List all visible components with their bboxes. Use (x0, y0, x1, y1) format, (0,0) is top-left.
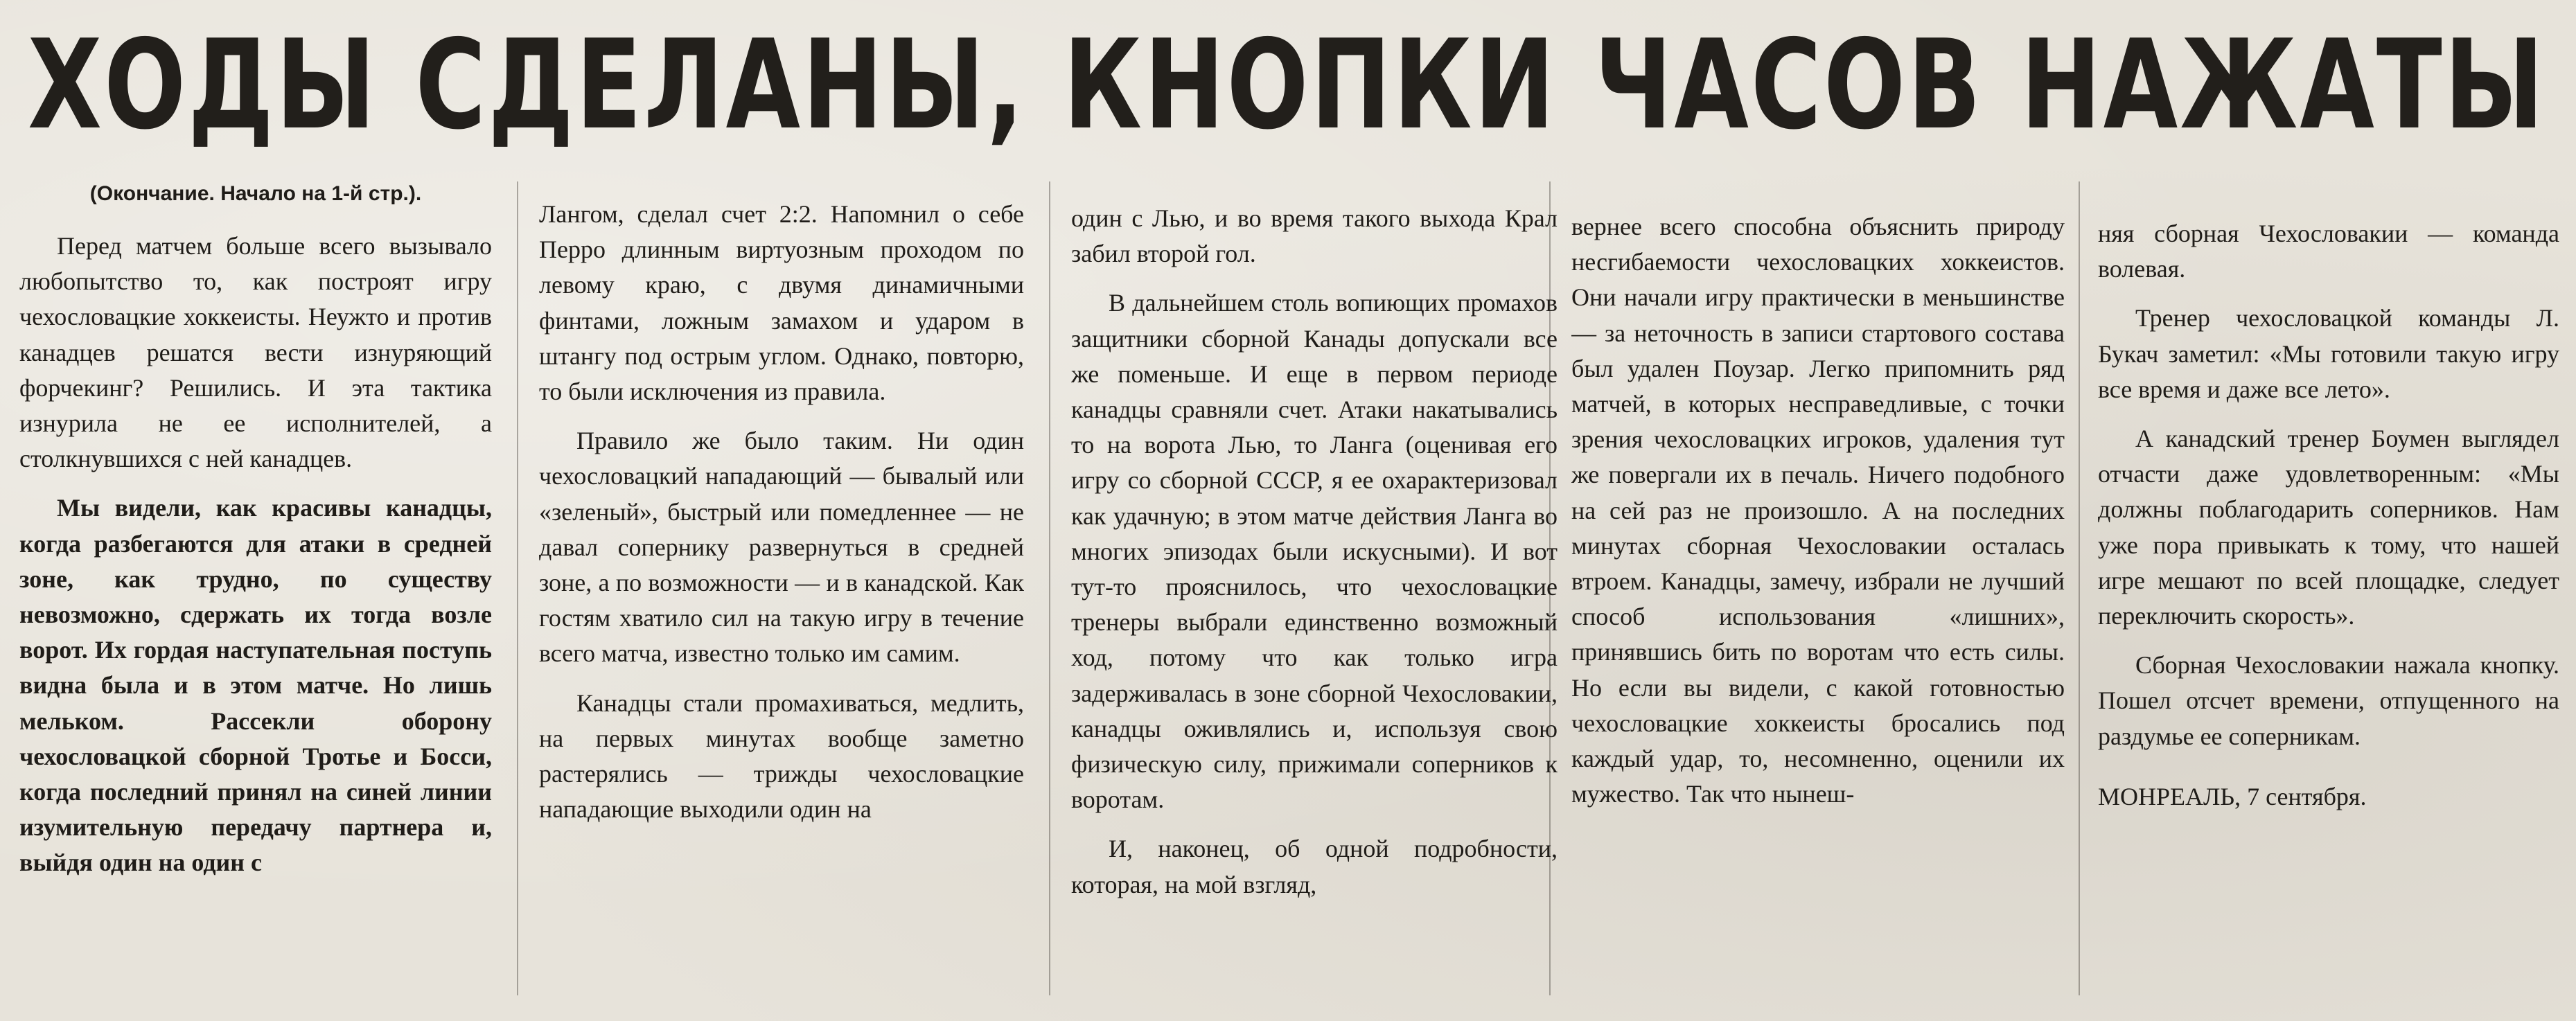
paragraph: Сборная Чехословакии нажала кнопку. Пошел отсчет времени, отпущенного на раздумье ее соперникам. (2098, 651, 2559, 750)
paragraph: А канадский тренер Боумен выглядел отчасти даже удовлетворенным: «Мы должны поблагодарить соперников. Нам уже пора привыкать к тому, что нашей игре мешают по всей площадке, следует переключить скорость». (2098, 425, 2559, 630)
paragraph: Лангом, сделал счет 2:2. Напомнил о себе Перро длинным виртуозным проходом по левому краю, с двумя динамичными финтами, ложным замахом и ударом в штангу под острым углом. Однако, повторю, то были исключения из правила. (539, 200, 1024, 406)
paragraph: Перед матчем больше всего вызывало любопытство то, как построят игру чехословацкие хоккеисты. Неужто и против канадцев решатся вести изнуряющий форчекинг? Решились. И эта тактика изнурила не ее исполнителей, а столкнувшихся с ней канадцев. (19, 232, 492, 473)
column-1 (19, 181, 492, 1009)
column-4 (1571, 209, 2065, 1021)
paragraph: один с Лью, и во время такого выхода Крал забил второй гол. (1071, 204, 1558, 268)
column-2 (539, 197, 1024, 1021)
paragraph: В дальнейшем столь вопиющих промахов защитники сборной Канады допускали все же поменьше. И еще в первом периоде канадцы сравняли счет. Атаки накатывались то на ворота Лью, то Ланга (оценивая его игру со сборной СССР, я ее охарактеризовал как удачную; в этом матче действия Ланга во многих эпизодах были искусными). И вот тут-то прояснилось, что чехословацкие тренеры выбрали единственно возможный ход, потому что как только игра задерживалась в зоне сборной Чехословакии, канадцы оживлялись и, используя свою физическую силу, прижимали соперников к воротам. (1071, 289, 1558, 814)
article-body (19, 181, 2559, 1009)
paragraph: вернее всего способна объяснить природу несгибаемости чехословацких хоккеистов. Они начали игру практически в меньшинстве — за неточность в записи стартового состава был удален Поузар. Легко припомнить ряд матчей, в которых несправедливые, с точки зрения чехословацких игроков, удаления тут же повергали их в печаль. Ничего подобного на сей раз не произошло. А на последних минутах сборная Чехословакии осталась втроем. Канадцы, замечу, избрали не лучший способ использования «лишних», принявшись бить по воротам что есть силы. Но если вы видели, с какой готовностью чехословацкие хоккеисты бросались под каждый удар, то, несомненно, оценили их мужество. Так что нынеш- (1571, 213, 2065, 808)
column-5 (2098, 216, 2559, 1021)
dateline: МОНРЕАЛЬ, 7 сентября. (2098, 782, 2367, 810)
continuation-note: (Окончание. Начало на 1-й стр.). (89, 182, 422, 205)
paragraph: Тренер чехословацкой команды Л. Букач заметил: «Мы готовили такую игру все время и даже все лето». (2098, 304, 2559, 403)
paragraph: Канадцы стали промахиваться, медлить, на первых минутах вообще заметно растерялись — трижды чехословацкие нападающие выходили один на (539, 689, 1024, 824)
paragraph: няя сборная Чехословакии — команда волевая. (2098, 220, 2559, 283)
paragraph: Правило же было таким. Ни один чехословацкий нападающий — бывалый или «зеленый», быстрый или помедленнее — не давал сопернику развернуться в средней зоне, а по возможности — и в канадской. Как гостям хватило сил на такую игру в течение всего матча, известно только им самим. (539, 427, 1024, 668)
paragraph: И, наконец, об одной подробности, которая, на мой взгляд, (1071, 835, 1558, 898)
paragraph: Мы видели, как красивы канадцы, когда разбегаются для атаки в средней зоне, как трудно, по существу невозможно, сдержать их тогда возле ворот. Их гордая наступательная поступь видна была и в этом матче. Но лишь мельком. Рассекли оборону чехословацкой сборной Тротье и Босси, когда последний принял на синей линии изумительную передачу партнера и, выйдя один на один с (19, 494, 492, 877)
headline: ХОДЫ СДЕЛАНЫ, КНОПКИ ЧАСОВ НАЖАТЫ (28, 13, 2546, 157)
column-3 (1071, 201, 1558, 1021)
